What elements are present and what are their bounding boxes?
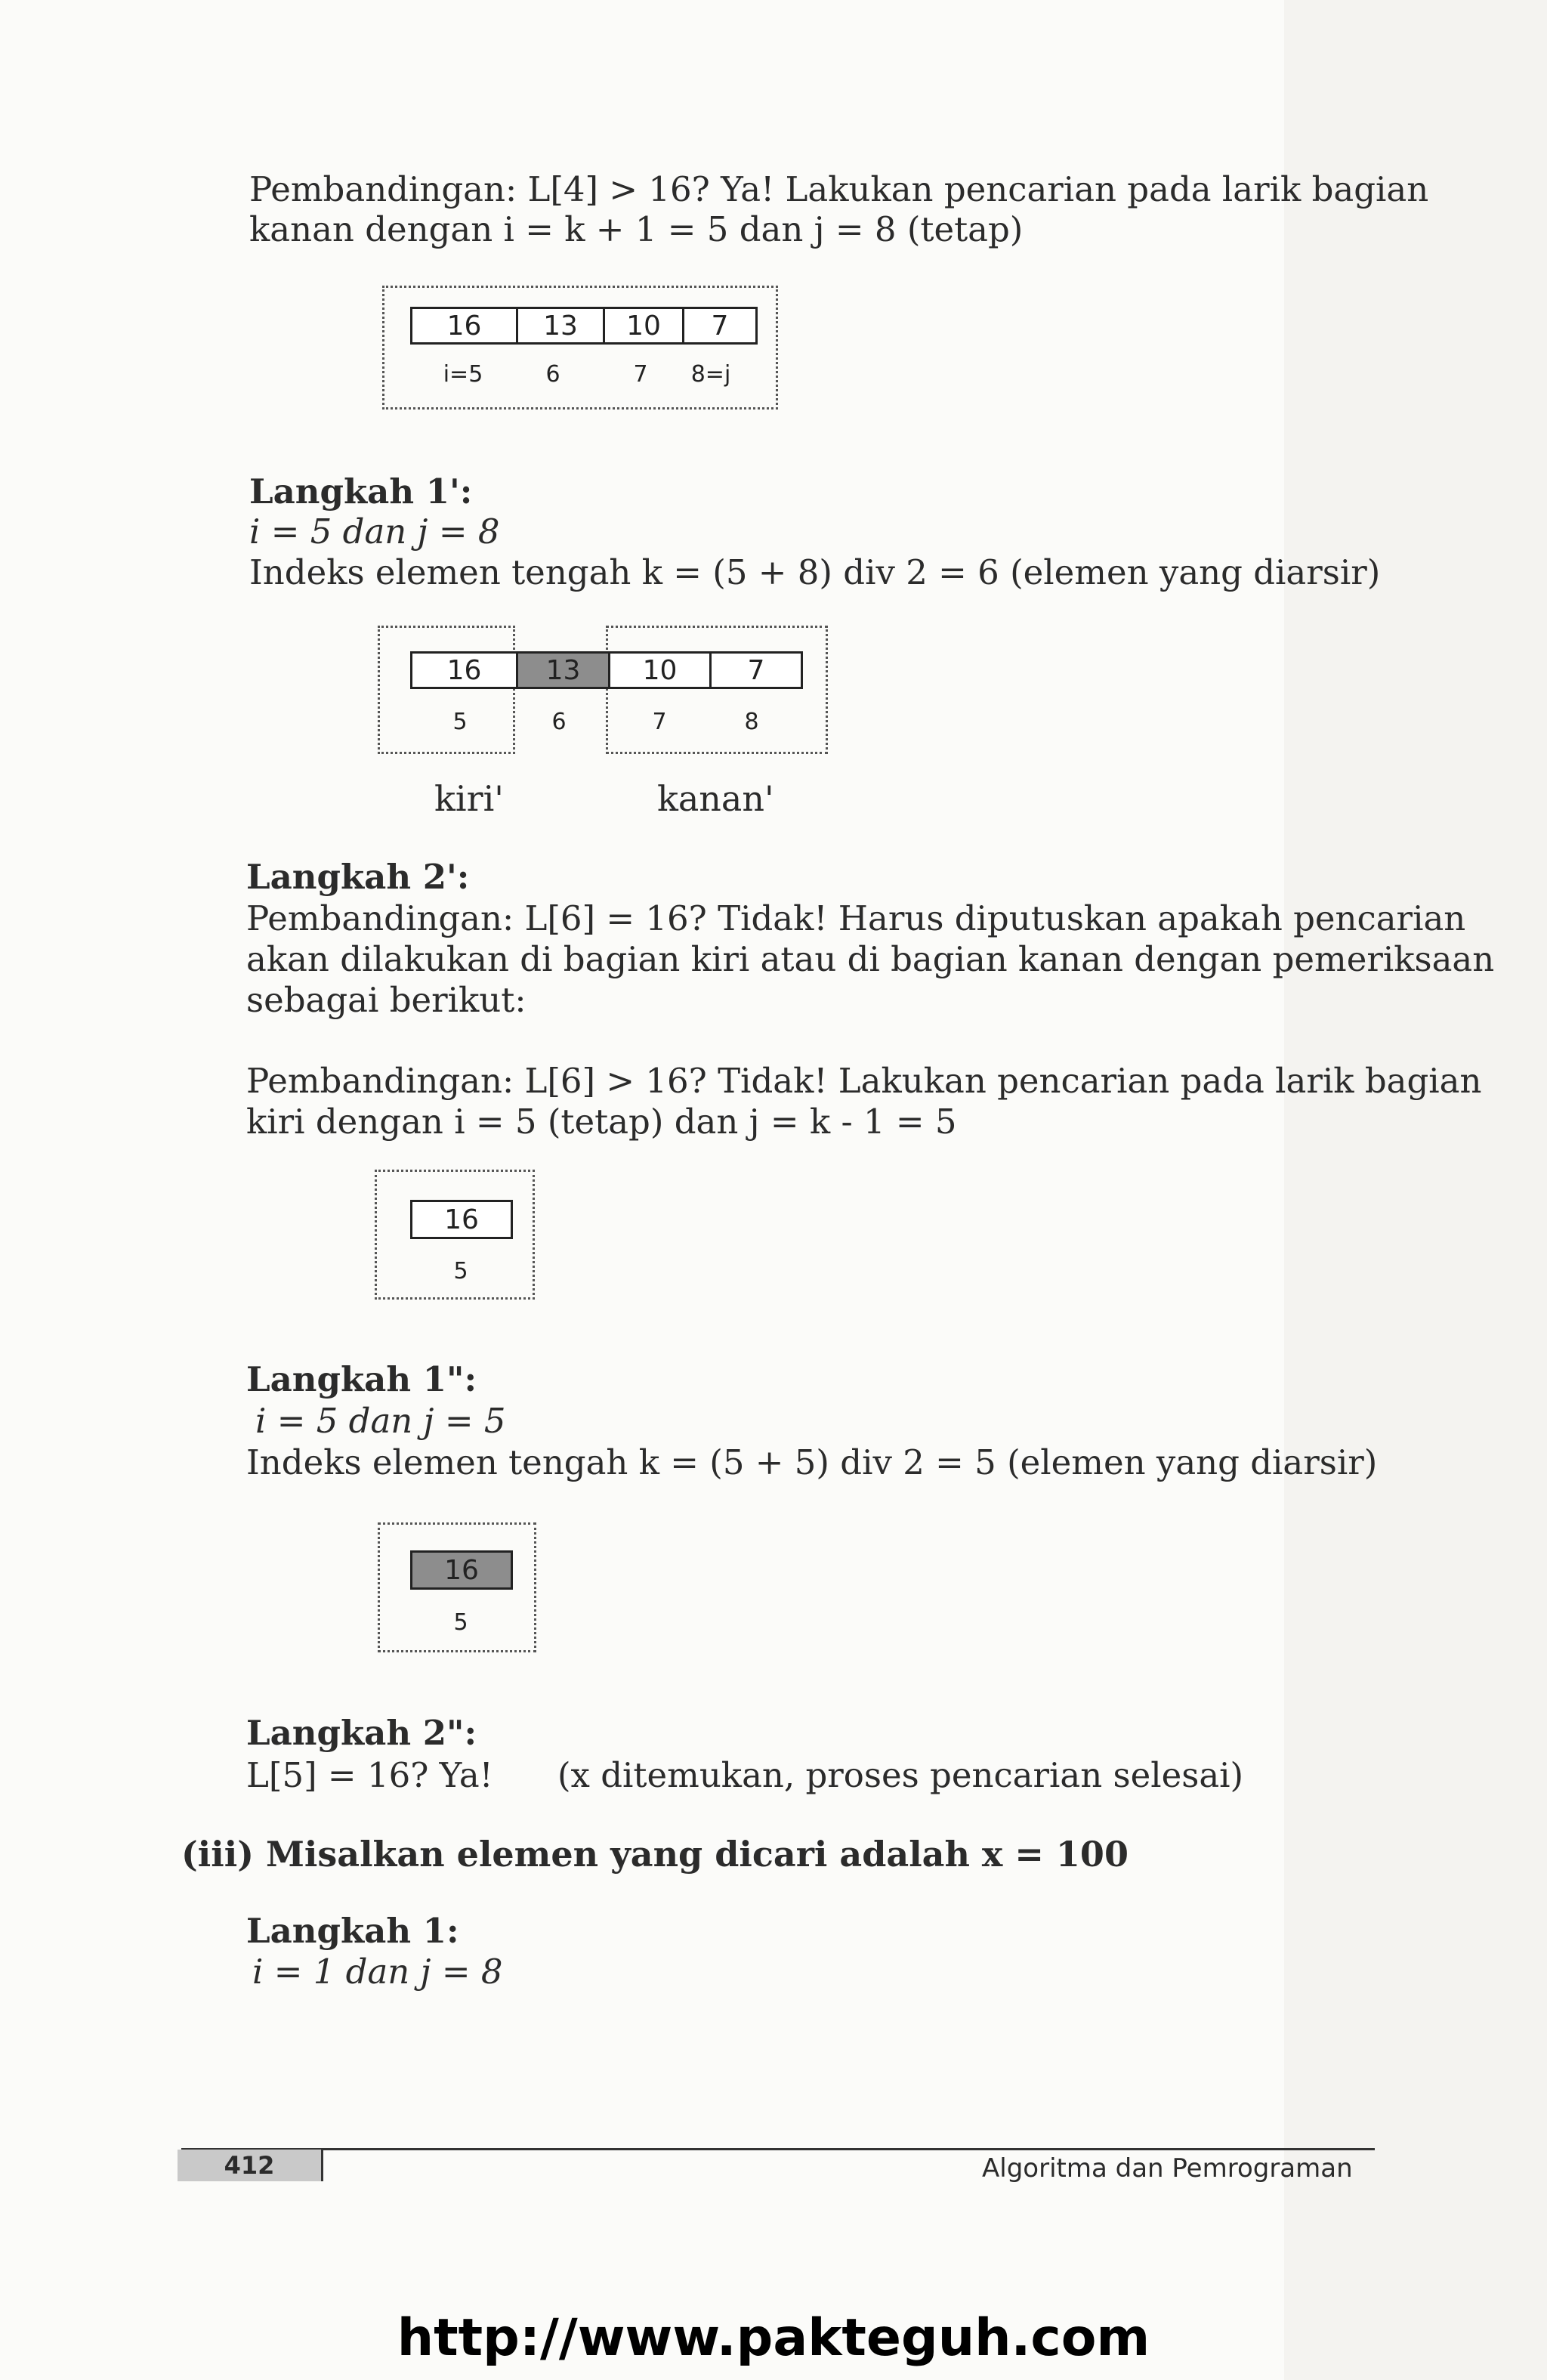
step-title: Langkah 1': — [249, 471, 473, 512]
array-cell: 7 — [711, 310, 729, 342]
array-cell: 10 — [610, 654, 712, 687]
text-line: sebagai berikut: — [246, 980, 526, 1020]
array-index: 8 — [744, 709, 759, 735]
array-cell: 7 — [747, 654, 765, 686]
array-index: 5 — [453, 1609, 468, 1636]
array-index: 8=j — [690, 361, 731, 388]
text-line: i = 5 dan j = 5 — [255, 1401, 506, 1441]
watermark-url: http://www.pakteguh.com — [397, 2308, 1150, 2368]
array-cell: 16 — [412, 654, 518, 687]
text-line: Indeks elemen tengah k = (5 + 5) div 2 = 5 (elemen yang diarsir) — [246, 1442, 1378, 1482]
text-line: kanan dengan i = k + 1 = 5 dan j = 8 (tetap) — [249, 209, 1024, 249]
array-index: 6 — [551, 709, 567, 735]
footer-rule — [181, 2148, 1375, 2150]
text-line: Pembandingan: L[6] = 16? Tidak! Harus diputuskan apakah pencarian — [246, 898, 1466, 938]
page-number: 412 — [178, 2150, 321, 2181]
array-index: 7 — [633, 361, 648, 388]
array-cell: 16 — [412, 309, 518, 342]
text-line: L[5] = 16? Ya! — [246, 1755, 493, 1795]
array-index: 6 — [545, 361, 560, 388]
array-cell: 13 — [518, 309, 605, 342]
text-line: i = 1 dan j = 8 — [252, 1952, 503, 1992]
step-title: Langkah 2': — [246, 857, 470, 897]
array-index: 5 — [452, 709, 468, 735]
step-title: Langkah 2": — [246, 1713, 477, 1753]
text-line: Pembandingan: L[4] > 16? Ya! Lakukan pencarian pada larik bagian — [249, 169, 1429, 209]
step-title: Langkah 1": — [246, 1359, 477, 1399]
text-line: akan dilakukan di bagian kiri atau di bagian kanan dengan pemeriksaan — [246, 939, 1495, 979]
array-cells — [410, 307, 758, 345]
section-heading: (iii) Misalkan elemen yang dicari adalah x = 100 — [181, 1834, 1129, 1875]
text-line: i = 5 dan j = 8 — [249, 512, 500, 552]
text-line: (x ditemukan, proses pencarian selesai) — [557, 1755, 1244, 1795]
dotted-frame — [382, 286, 778, 410]
array-cells — [410, 1550, 513, 1590]
array-cell: 16 — [444, 1204, 479, 1235]
label-kiri: kiri' — [434, 778, 504, 819]
array-cell-shaded: 13 — [518, 654, 610, 687]
array-cells — [410, 1200, 513, 1239]
text-line: kiri dengan i = 5 (tetap) dan j = k - 1 = 5 — [246, 1102, 957, 1142]
book-title: Algoritma dan Pemrograman — [982, 2153, 1353, 2184]
array-cells — [410, 651, 803, 689]
footer-separator — [321, 2150, 323, 2181]
text-line: Indeks elemen tengah k = (5 + 8) div 2 = 6 (elemen yang diarsir) — [249, 552, 1381, 592]
label-kanan: kanan' — [657, 778, 774, 819]
array-cell-shaded: 16 — [412, 1553, 511, 1587]
array-index: 5 — [453, 1258, 468, 1284]
text-line: Pembandingan: L[6] > 16? Tidak! Lakukan pencarian pada larik bagian — [246, 1061, 1482, 1101]
step-title: Langkah 1: — [246, 1911, 459, 1951]
array-index: 7 — [652, 709, 667, 735]
array-cell: 10 — [605, 309, 684, 342]
array-index: i=5 — [443, 361, 483, 388]
